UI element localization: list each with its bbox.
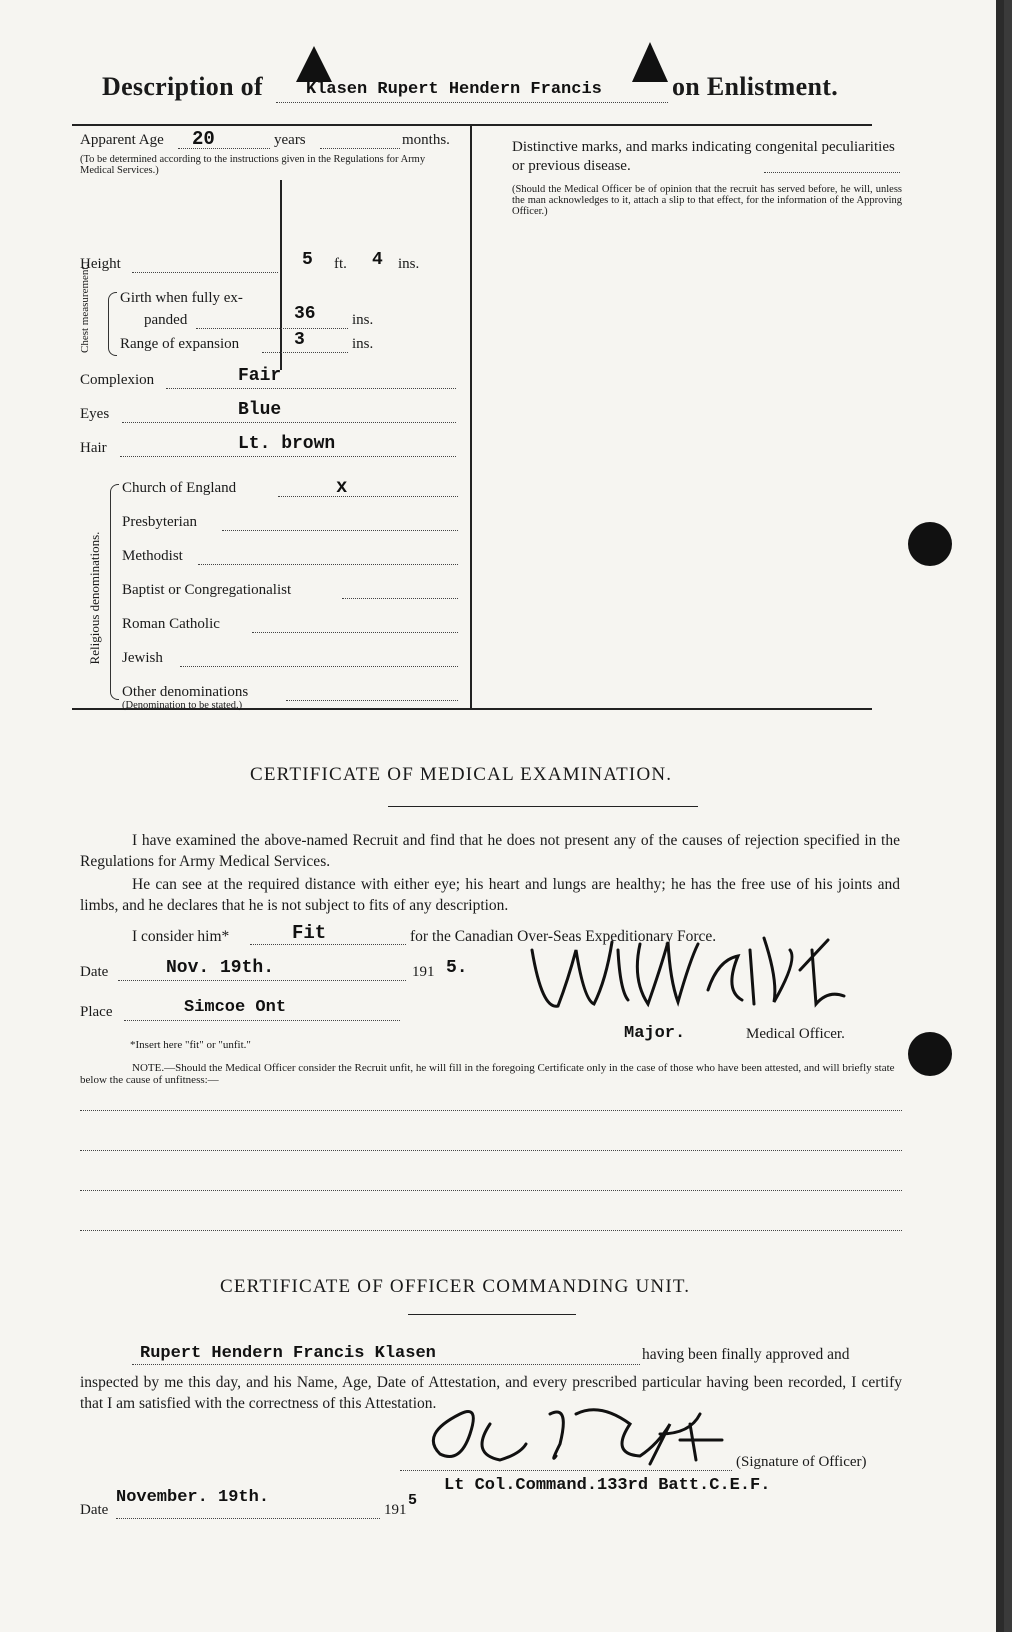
hair-label: Hair	[80, 440, 107, 456]
commanding-heading: CERTIFICATE OF OFFICER COMMANDING UNIT.	[220, 1276, 691, 1297]
eyes-line	[122, 422, 456, 423]
complexion-line	[166, 388, 456, 389]
girth-line	[196, 328, 348, 329]
years-label: years	[274, 132, 306, 148]
medical-para-2: He can see at the required distance with either eye; his heart and lungs are healthy; he has the free use of his joints and limbs, and he declares that he is not subject to fits of any description.	[80, 876, 900, 914]
ft-label: ft.	[334, 256, 347, 272]
religion-line-1	[278, 496, 458, 497]
medical-para-1: I have examined the above-named Recruit and find that he does not present any of the causes of rejection specified in the Regulations for Army Medical Services.	[80, 832, 900, 870]
religion-line-2	[222, 530, 458, 531]
title-name-line	[276, 102, 668, 103]
consider-line	[250, 944, 406, 945]
religion-jewish: Jewish	[122, 650, 163, 666]
height-line	[132, 272, 278, 273]
punch-hole-bottom	[908, 1032, 952, 1076]
eyes-value: Blue	[238, 400, 282, 420]
religion-church-of-england: Church of England	[122, 480, 237, 496]
religion-line-3	[198, 564, 458, 565]
commanding-officer-title: Lt Col.Command.133rd Batt.C.E.F.	[444, 1476, 771, 1495]
height-ins-label: ins.	[398, 256, 420, 272]
hair-line	[120, 456, 456, 457]
medical-year-suffix: 5.	[446, 958, 468, 978]
religion-line-6	[180, 666, 458, 667]
top-rule	[72, 124, 872, 126]
religion-roman-catholic: Roman Catholic	[122, 616, 220, 632]
medical-date-line	[118, 980, 406, 981]
medical-officer-rank: Major.	[624, 1024, 686, 1043]
medical-officer-label: Medical Officer.	[746, 1026, 845, 1042]
girth-value: 36	[294, 304, 316, 324]
religion-baptist: Baptist or Congregationalist	[122, 582, 292, 598]
unfitness-line-2	[80, 1150, 902, 1151]
commanding-recruit-name: Rupert Hendern Francis Klasen	[140, 1344, 436, 1363]
range-line	[262, 352, 348, 353]
age-label: Apparent Age	[80, 132, 164, 148]
months-line	[320, 148, 400, 149]
unfitness-line-3	[80, 1190, 902, 1191]
complexion-value: Fair	[238, 366, 282, 386]
denomination-note: (Denomination to be stated.)	[122, 700, 243, 711]
unfitness-line-4	[80, 1230, 902, 1231]
complexion-label: Complexion	[80, 372, 155, 388]
range-unit: ins.	[352, 336, 374, 352]
signature-label: (Signature of Officer)	[736, 1454, 867, 1470]
place-value: Simcoe Ont	[184, 998, 287, 1017]
girth-label-1: Girth when fully ex-	[120, 290, 243, 306]
place-line	[124, 1020, 400, 1021]
eyes-label: Eyes	[80, 406, 110, 422]
column-divider	[470, 124, 472, 708]
distinctive-marks-heading: Distinctive marks, and marks indicating congenital peculiarities or previous disease.	[512, 139, 895, 174]
height-label: Height	[80, 256, 121, 272]
medical-date-label: Date	[80, 964, 109, 980]
commanding-year-prefix: 191	[384, 1502, 407, 1518]
religion-line-4	[342, 598, 458, 599]
range-value: 3	[294, 330, 305, 350]
clip-mark-left	[292, 44, 336, 84]
recruit-name-header: Klasen Rupert Hendern Francis	[306, 80, 602, 99]
unfitness-line-1	[80, 1110, 902, 1111]
hair-value: Lt. brown	[238, 434, 336, 454]
religion-other: Other denominations	[122, 684, 249, 700]
range-label: Range of expansion	[120, 336, 240, 352]
medical-note: NOTE.—Should the Medical Officer consider the Recruit unfit, he will fill in the foregoing Certificate only in the case of those who have been attested, and will briefly state below the cause of unfitness:—	[80, 1062, 895, 1086]
religion-methodist: Methodist	[122, 548, 183, 564]
religion-brace	[110, 484, 119, 700]
age-note: (To be determined according to the instructions given in the Regulations for Army Medical Services.)	[80, 154, 426, 176]
commanding-date-value: November. 19th.	[116, 1488, 270, 1507]
punch-hole-top	[908, 522, 952, 566]
signature-line	[400, 1470, 732, 1471]
commanding-text-1: having been finally approved and	[642, 1346, 850, 1363]
commanding-name-line	[132, 1364, 640, 1365]
medical-heading: CERTIFICATE OF MEDICAL EXAMINATION.	[250, 764, 673, 785]
insert-note: *Insert here "fit" or "unfit."	[130, 1039, 251, 1051]
medical-date-value: Nov. 19th.	[166, 958, 275, 978]
medical-year-prefix: 191	[412, 964, 435, 980]
chest-brace	[108, 292, 117, 356]
religion-group-label: Religious denominations.	[87, 531, 102, 665]
medical-officer-signature	[528, 920, 858, 1030]
height-inches-value: 4	[372, 250, 383, 270]
title-suffix: on Enlistment.	[672, 72, 839, 101]
religion-line-5	[252, 632, 458, 633]
religion-mark: x	[336, 476, 348, 498]
place-label: Place	[80, 1004, 113, 1020]
clip-mark-right	[628, 40, 672, 84]
scan-edge	[996, 0, 1004, 1632]
title-prefix: Description of	[102, 72, 263, 101]
medical-heading-rule	[388, 806, 698, 807]
force-label: for the Canadian Over-Seas Expeditionary Force.	[410, 928, 717, 945]
religion-presbyterian: Presbyterian	[122, 514, 197, 530]
commanding-officer-signature	[400, 1394, 730, 1474]
commanding-date-line	[116, 1518, 380, 1519]
months-label: months.	[402, 132, 450, 148]
age-value: 20	[192, 128, 215, 150]
chest-measurement-label: Chest measurement.	[79, 263, 91, 353]
consider-label: I consider him*	[132, 928, 230, 945]
girth-unit: ins.	[352, 312, 374, 328]
marks-line	[764, 172, 900, 173]
girth-label-2: panded	[144, 312, 188, 328]
commanding-date-label: Date	[80, 1502, 109, 1518]
height-feet-value: 5	[302, 250, 313, 270]
fitness-value: Fit	[292, 922, 327, 944]
commanding-text-2: inspected by me this day, and his Name, Age, Date of Attestation, and every prescribed particular having been recorded, I certify that I am satisfied with the correctness of this Attestation.	[80, 1374, 902, 1412]
commanding-year-suffix: 5	[408, 1492, 418, 1509]
value-column-line	[280, 180, 282, 370]
distinctive-marks-note: (Should the Medical Officer be of opinion that the recruit has served before, he will, unless the man acknowledges to it, attach a slip to that effect, for the information of the Approving Officer.)	[512, 184, 902, 217]
commanding-heading-rule	[408, 1314, 576, 1315]
